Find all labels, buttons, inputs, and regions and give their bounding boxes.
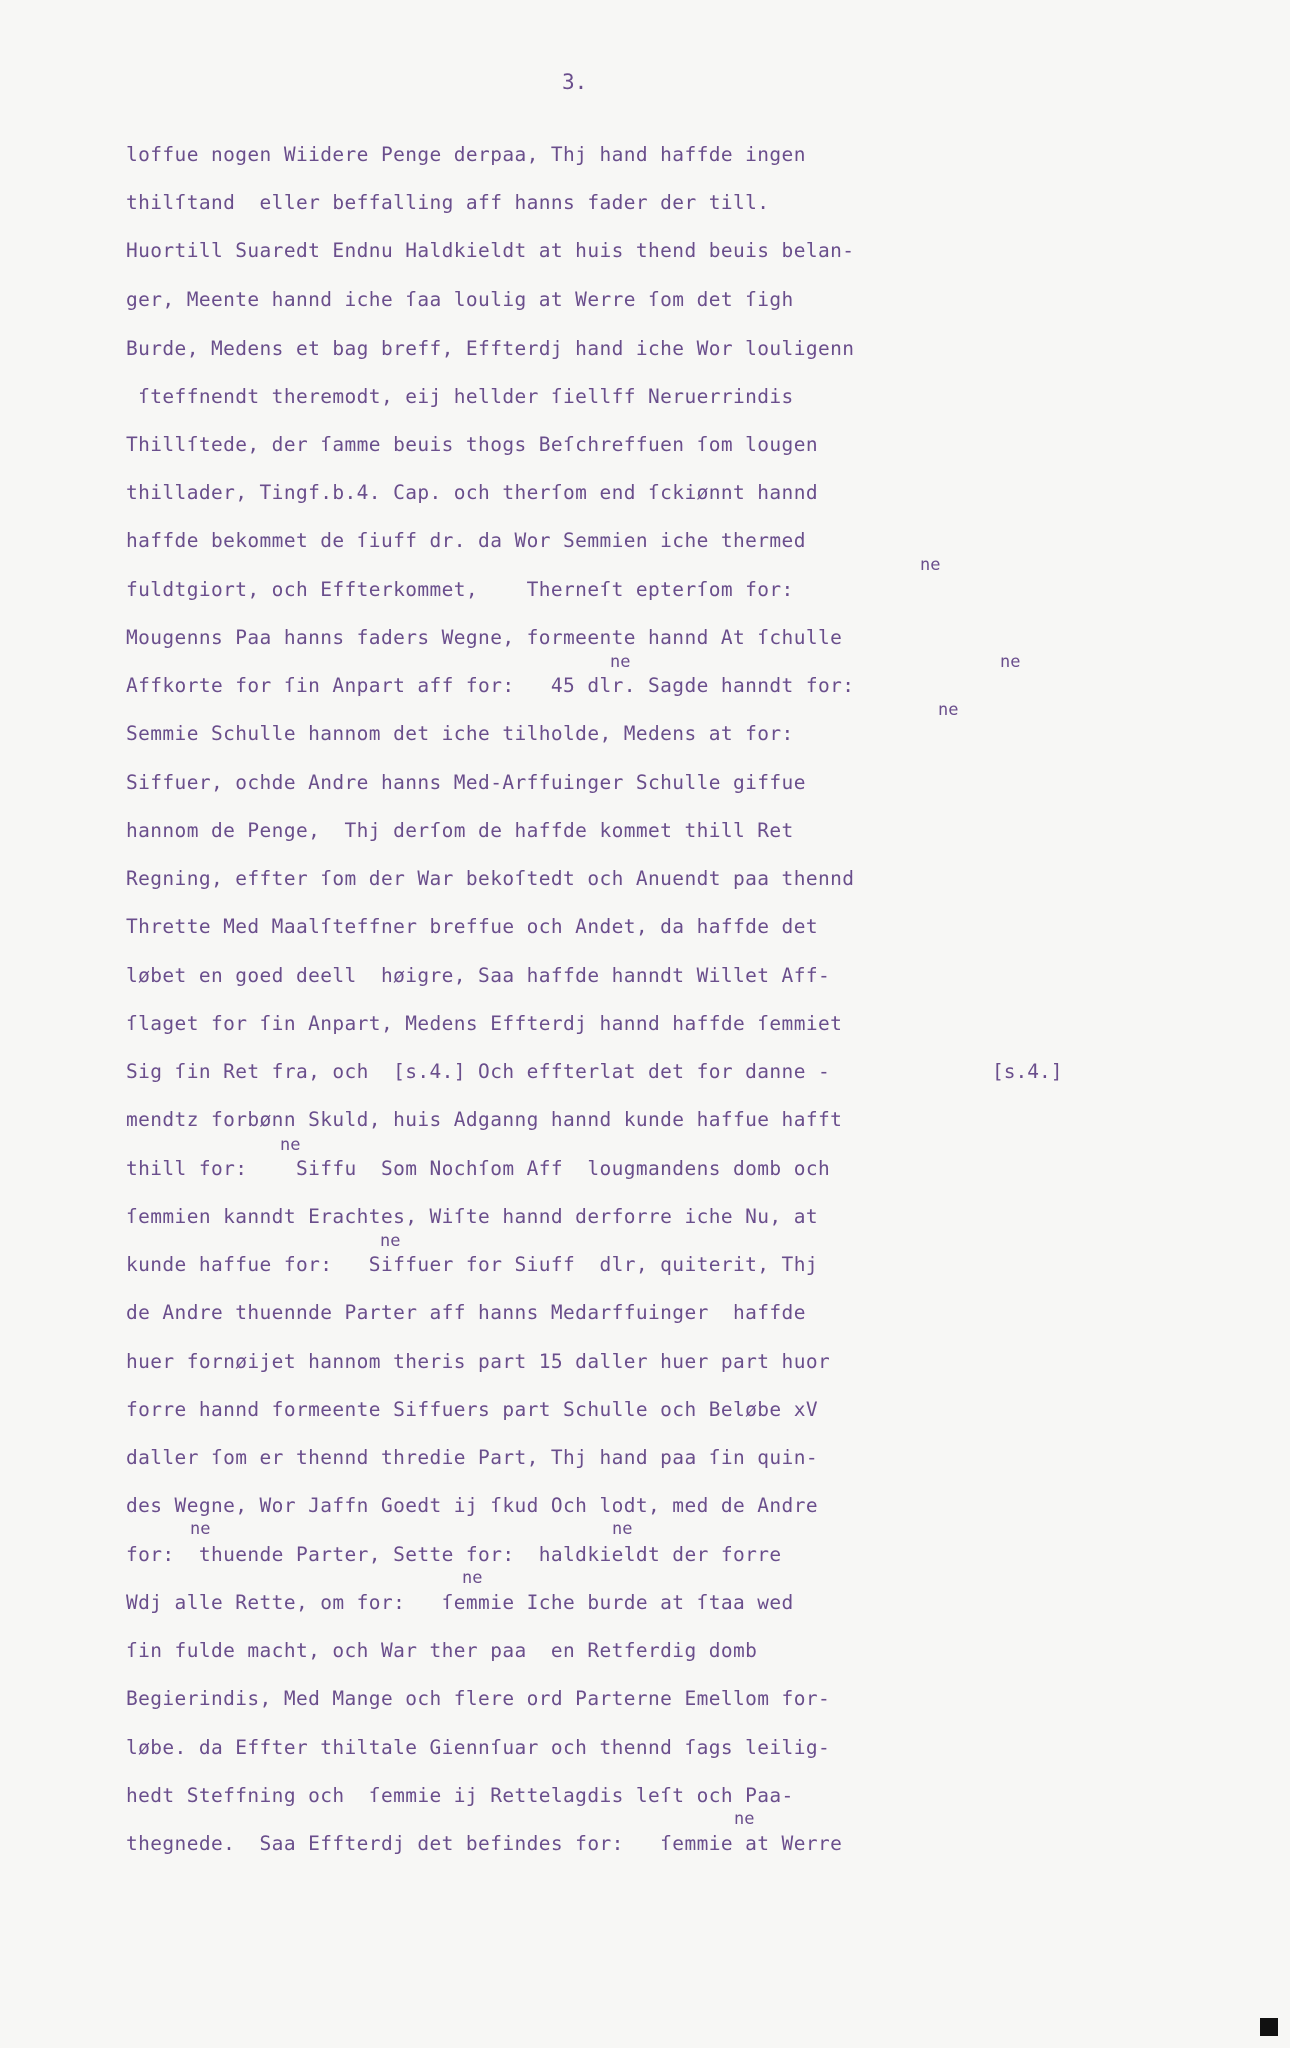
superscript: ne (938, 700, 959, 720)
text-line: thill for: Siffu Som Nochſom Aff lougmandens domb och (126, 1157, 831, 1180)
text-line: Burde, Medens et bag breff, Effterdj hand iche Wor louligenn (126, 337, 855, 360)
text-line: ger, Meente hannd iche ſaa loulig at Werre ſom det ſigh (126, 288, 794, 311)
text-line: daller ſom er thennd thredie Part, Thj hand paa ſin quin- (126, 1446, 818, 1469)
text-line: løbet en goed deell høigre, Saa haffde hanndt Willet Aff- (126, 964, 831, 987)
text-line: ſin fulde macht, och War ther paa en Retferdig domb (126, 1639, 758, 1662)
text-line: Begierindis, Med Mange och flere ord Parterne Emellom for- (126, 1687, 831, 1710)
text-line: thilſtand eller beffalling aff hanns fader der till. (126, 191, 770, 214)
superscript: ne (734, 1809, 755, 1829)
superscript: ne (380, 1231, 401, 1251)
text-line: ſlaget for ſin Anpart, Medens Effterdj hannd haffde ſemmiet (126, 1012, 843, 1035)
text-line: thegnede. Saa Effterdj det befindes for: ſemmie at Werre (126, 1832, 843, 1855)
text-line: for: thuende Parter, Sette for: haldkieldt der forre (126, 1543, 782, 1566)
text-line: de Andre thuennde Parter aff hanns Medarffuinger haffde (126, 1301, 806, 1324)
text-line: loffue nogen Wiidere Penge derpaa, Thj hand haffde ingen (126, 143, 806, 166)
text-line: løbe. da Effter thiltale Giennſuar och thennd ſags leilig- (126, 1736, 831, 1759)
superscript: ne (280, 1135, 301, 1155)
text-line: haffde bekommet de ſiuff dr. da Wor Semmien iche thermed (126, 529, 806, 552)
text-line: Regning, effter ſom der War bekoſtedt och Anuendt paa thennd (126, 867, 855, 890)
text-line: Thillſtede, der ſamme beuis thogs Beſchreffuen ſom lougen (126, 433, 818, 456)
superscript: ne (612, 1519, 633, 1539)
superscript: ne (462, 1568, 483, 1588)
text-line: kunde haffue for: Siffuer for Siuff dlr, quiterit, Thj (126, 1253, 818, 1276)
text-line: forre hannd formeente Siffuers part Schulle och Beløbe xV (126, 1398, 818, 1421)
text-line: thillader, Tingf.b.4. Cap. och therſom end ſckiønnt hannd (126, 481, 818, 504)
text-line: Siffuer, ochde Andre hanns Med-Arffuinger Schulle giffue (126, 771, 806, 794)
text-line: ſemmien kanndt Erachtes, Wiſte hannd derforre iche Nu, at (126, 1205, 818, 1228)
margin-note: [s.4.] (992, 1060, 1063, 1083)
superscript: ne (920, 555, 941, 575)
text-line: Thrette Med Maalſteffner breffue och Andet, da haffde det (126, 915, 818, 938)
text-line: huer fornøijet hannom theris part 15 daller huer part huor (126, 1350, 831, 1373)
corner-mark (1260, 2018, 1278, 2036)
text-line: Mougenns Paa hanns faders Wegne, formeente hannd At ſchulle (126, 626, 843, 649)
superscript: ne (610, 652, 631, 672)
text-line: Wdj alle Rette, om for: ſemmie Iche burde at ſtaa wed (126, 1591, 794, 1614)
text-line: Semmie Schulle hannom det iche tilholde, Medens at for: (126, 722, 794, 745)
page-number: 3. (562, 70, 588, 94)
text-line: fuldtgiort, och Effterkommet, Therneſt epterſom for: (126, 578, 794, 601)
text-line: Sig ſin Ret fra, och [s.4.] Och effterlat det for danne - (126, 1060, 831, 1083)
text-line: mendtz forbønn Skuld, huis Adganng hannd kunde haffue hafft (126, 1108, 843, 1131)
text-line: ſteffnendt theremodt, eij hellder ſiellff Neruerrindis (126, 385, 794, 408)
text-line: hannom de Penge, Thj derſom de haffde kommet thill Ret (126, 819, 794, 842)
text-line: des Wegne, Wor Jaffn Goedt ij ſkud Och lodt, med de Andre (126, 1494, 818, 1517)
text-line: Affkorte for ſin Anpart aff for: 45 dlr. Sagde hanndt for: (126, 674, 855, 697)
text-line: hedt Steffning och ſemmie ij Rettelagdis leſt och Paa- (126, 1784, 794, 1807)
text-line: Huortill Suaredt Endnu Haldkieldt at huis thend beuis belan- (126, 239, 855, 262)
superscript: ne (1000, 652, 1021, 672)
superscript: ne (190, 1519, 211, 1539)
